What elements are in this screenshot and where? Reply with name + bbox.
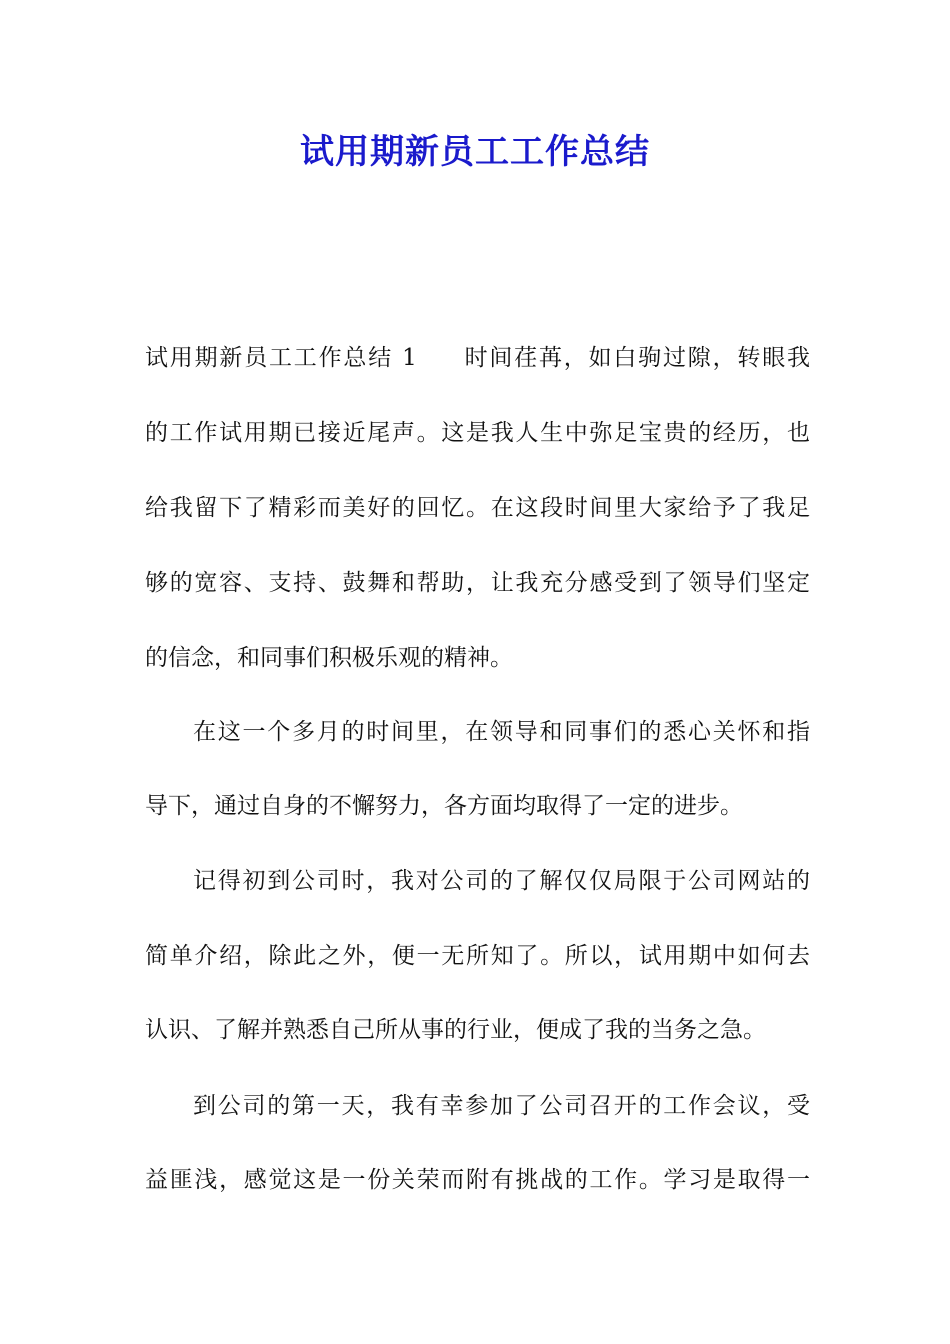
paragraph-3-line-3: 认识、了解并熟悉自己所从事的行业，便成了我的当务之急。 bbox=[145, 1017, 766, 1043]
paragraph-2-line-1: 在这一个多月的时间里，在领导和同事们的悉心关怀和指 bbox=[193, 719, 810, 745]
paragraph-4-line-2: 益匪浅，感觉这是一份关荣而附有挑战的工作。学习是取得一 bbox=[145, 1167, 810, 1193]
paragraph-1-line-2: 的工作试用期已接近尾声。这是我人生中弥足宝贵的经历，也 bbox=[145, 420, 810, 446]
paragraph-2-line-2: 导下，通过自身的不懈努力，各方面均取得了一定的进步。 bbox=[145, 793, 743, 819]
paragraph-4-line-1: 到公司的第一天，我有幸参加了公司召开的工作会议，受 bbox=[193, 1093, 810, 1119]
paragraph-1-line-1 bbox=[145, 343, 810, 373]
paragraph-1-line-4: 够的宽容、支持、鼓舞和帮助，让我充分感受到了领导们坚定 bbox=[145, 570, 810, 596]
paragraph-3-line-1: 记得初到公司时，我对公司的了解仅仅局限于公司网站的 bbox=[193, 868, 810, 894]
paragraph-1-text-start: 时间荏苒，如白驹过隙，转眼我 bbox=[462, 345, 810, 371]
paragraph-1-line-5: 的信念，和同事们积极乐观的精神。 bbox=[145, 645, 513, 671]
paragraph-3-line-2: 简单介绍，除此之外，便一无所知了。所以，试用期中如何去 bbox=[145, 943, 810, 969]
document-title: 试用期新员工工作总结 bbox=[300, 132, 650, 172]
section-heading-inline: 试用期新员工工作总结 1 bbox=[145, 345, 417, 371]
paragraph-1-line-3: 给我留下了精彩而美好的回忆。在这段时间里大家给予了我足 bbox=[145, 495, 810, 521]
